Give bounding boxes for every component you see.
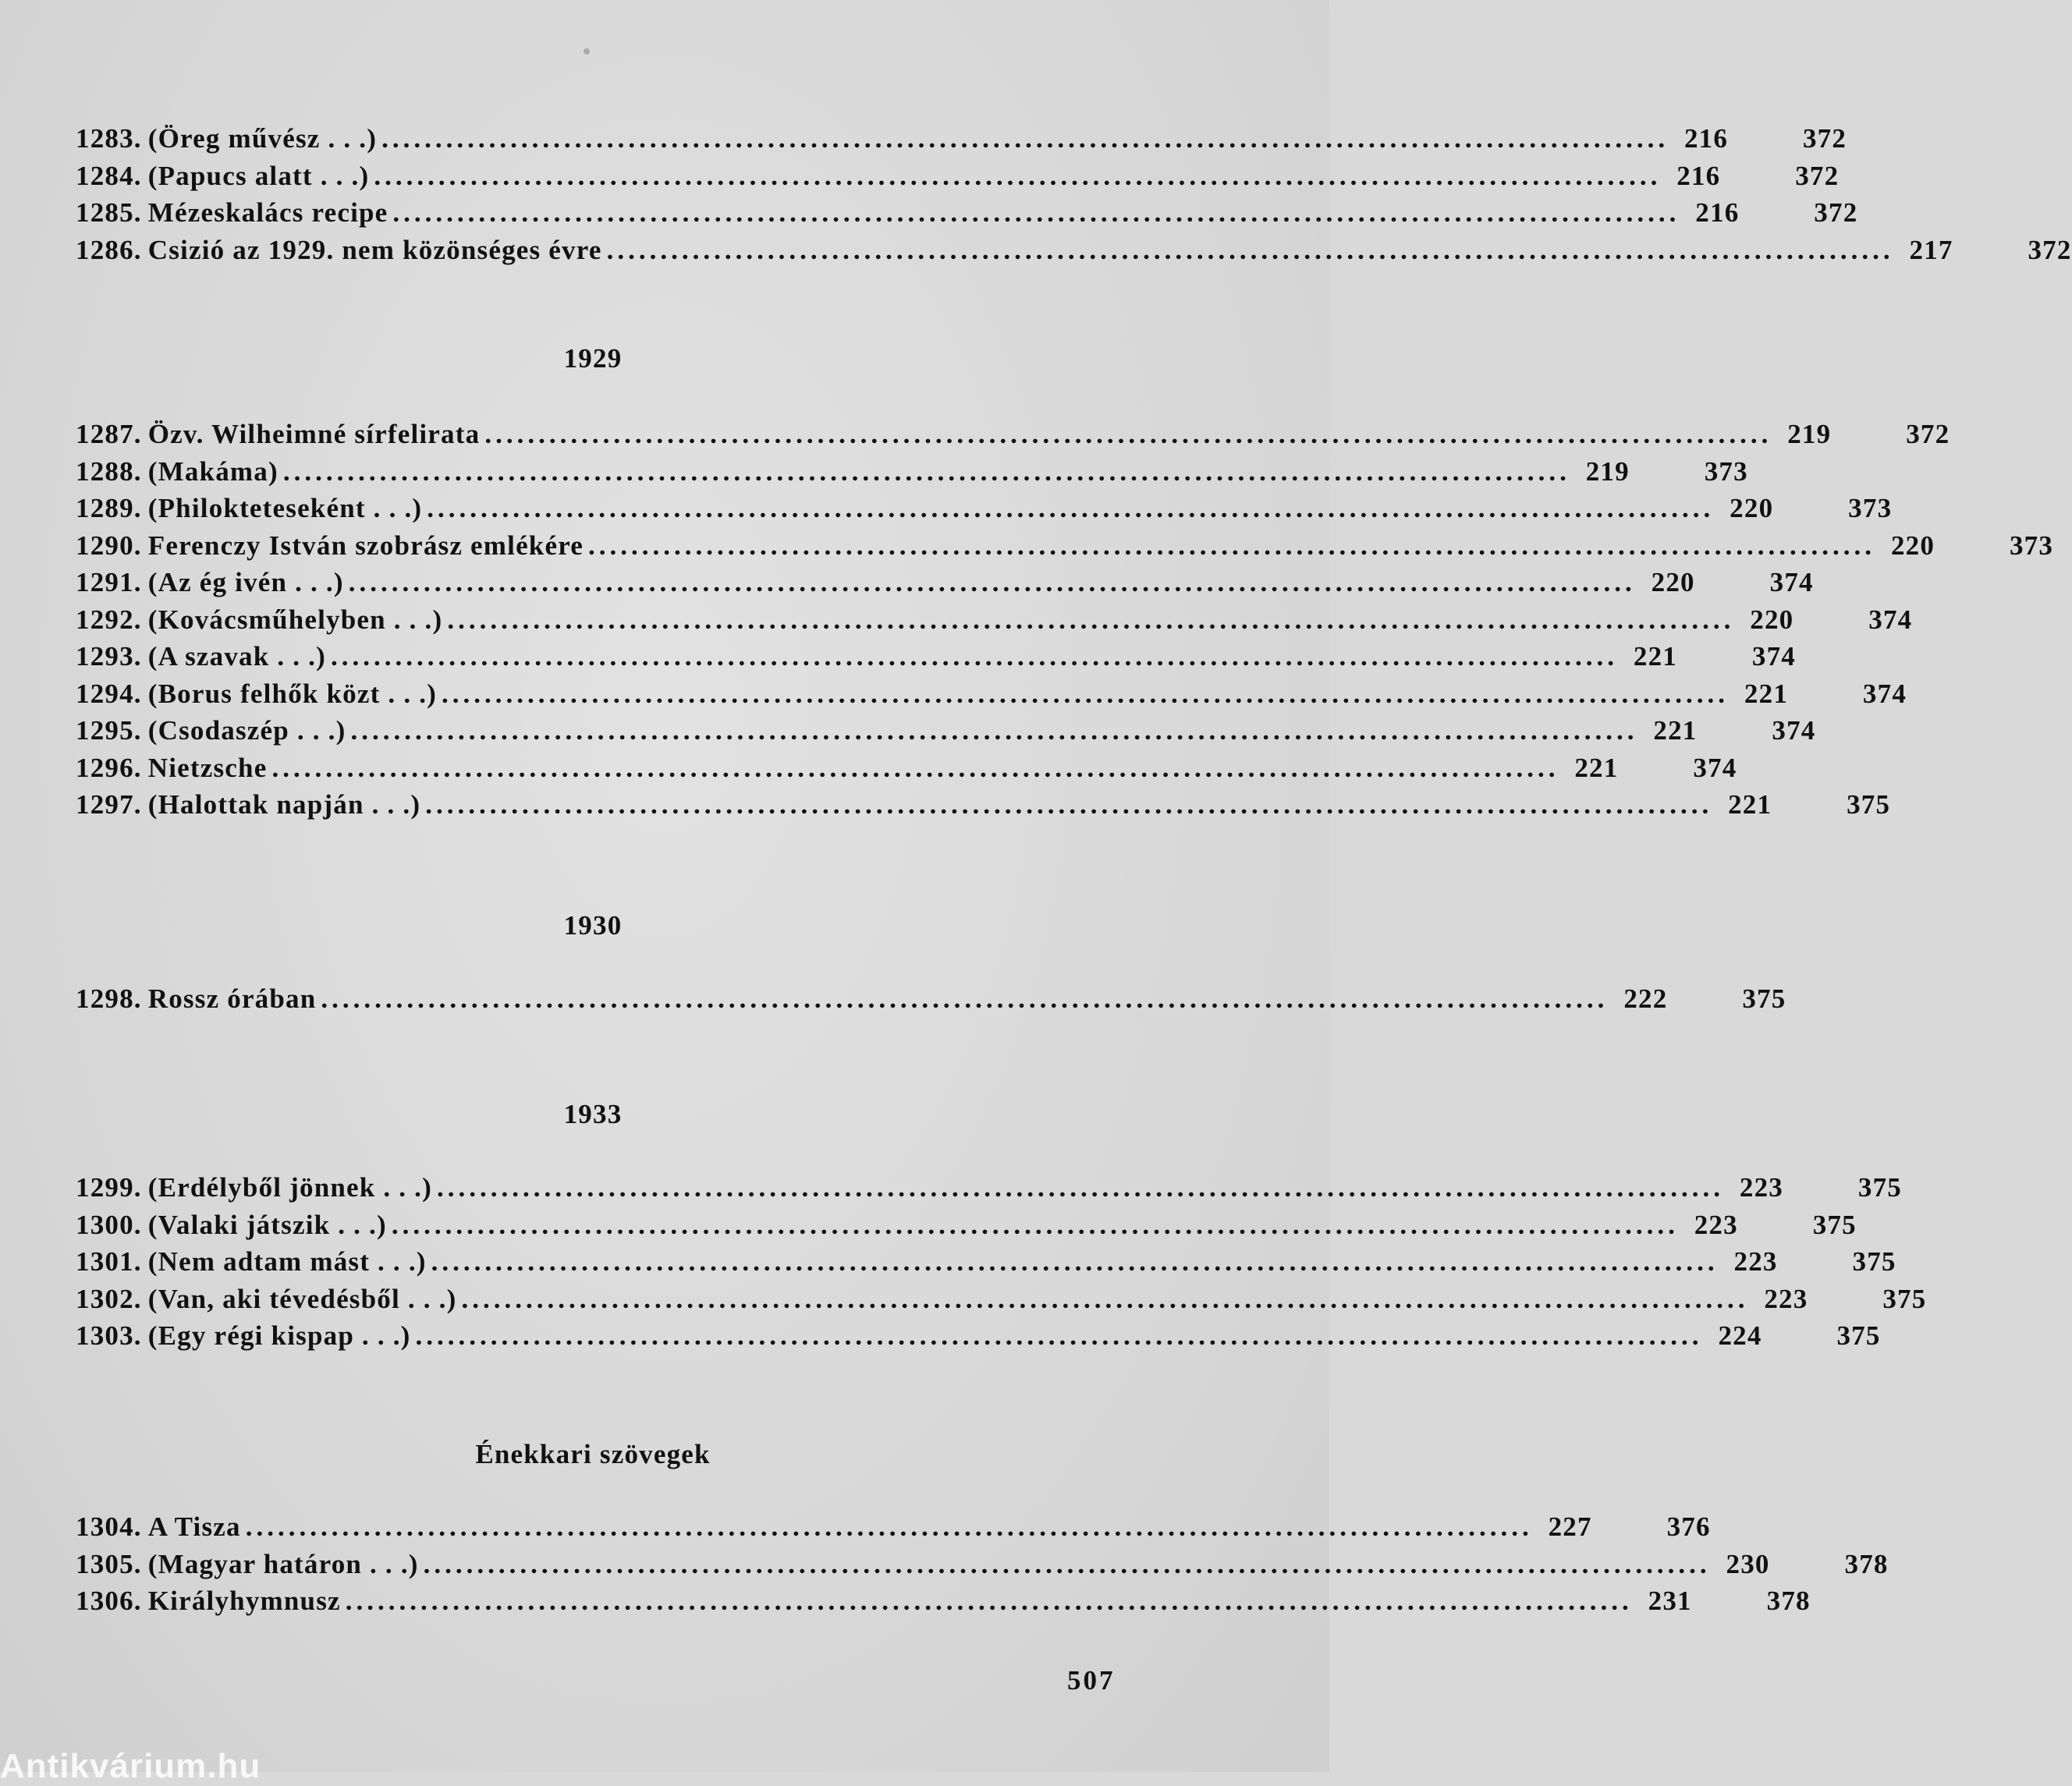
toc-entry <box>76 983 1786 1021</box>
dot-leader: ........................................................................................................................ <box>606 234 1894 265</box>
toc-entry <box>76 197 1858 235</box>
entry-title: (Philokteteseként . . .) <box>147 493 423 523</box>
paper-speck <box>584 48 590 55</box>
entry-title: Mézeskalács recipe <box>147 197 388 228</box>
page-ref-2: 375 <box>1847 789 1891 820</box>
entry-number: 1293. <box>76 641 142 672</box>
entry-number: 1301. <box>76 1246 142 1277</box>
page-ref-1: 227 <box>1548 1511 1592 1542</box>
entry-title: Rossz órában <box>147 983 317 1014</box>
page-ref-2: 375 <box>1852 1246 1896 1277</box>
page-ref-1: 221 <box>1653 715 1698 746</box>
page-ref-2: 378 <box>1766 1586 1811 1616</box>
entry-number: 1292. <box>76 604 142 635</box>
dot-leader: ........................................................................................................................ <box>271 752 1559 783</box>
toc-entry <box>76 1320 1881 1358</box>
page-ref-2: 375 <box>1857 1172 1902 1203</box>
section-heading: 1929 <box>563 343 623 374</box>
entry-number: 1306. <box>76 1586 142 1616</box>
toc-entry <box>76 1548 1889 1586</box>
toc-entry <box>76 234 2072 272</box>
toc-entry <box>76 160 1840 198</box>
toc-entry <box>76 1283 1927 1321</box>
entry-number: 1299. <box>76 1172 142 1203</box>
toc-entry <box>76 789 1891 827</box>
toc-entry <box>76 1586 1811 1623</box>
page-ref-1: 220 <box>1890 530 1935 561</box>
page-ref-2: 373 <box>1848 493 1893 523</box>
entry-title: (Nem adtam mást . . .) <box>147 1246 427 1277</box>
page-ref-2: 375 <box>1742 983 1786 1014</box>
page-ref-2: 372 <box>1795 160 1840 191</box>
page-ref-1: 223 <box>1733 1246 1778 1277</box>
entry-number: 1305. <box>76 1548 142 1579</box>
entry-title: Nietzsche <box>147 752 268 783</box>
entry-number: 1285. <box>76 197 142 228</box>
section-heading: 1933 <box>563 1099 623 1129</box>
dot-leader: ........................................................................................................................ <box>447 604 1735 635</box>
page-ref-1: 223 <box>1694 1209 1738 1240</box>
entry-title: Királyhymnusz <box>147 1586 341 1616</box>
dot-leader: ........................................................................................................................ <box>321 983 1609 1014</box>
page-ref-1: 216 <box>1684 123 1729 154</box>
toc-entry <box>76 752 1737 790</box>
page-ref-1: 217 <box>1909 234 1953 265</box>
page-ref-2: 372 <box>2028 234 2072 265</box>
dot-leader: ........................................................................................................................ <box>391 1209 1679 1240</box>
page-ref-1: 220 <box>1730 493 1774 523</box>
entry-title: (Borus felhők közt . . .) <box>147 678 438 709</box>
dot-leader: ........................................................................................................................ <box>392 197 1680 228</box>
toc-entry <box>76 604 1913 642</box>
entry-title: (Makáma) <box>147 455 279 487</box>
toc-entry <box>76 641 1796 679</box>
toc-entry <box>76 567 1814 604</box>
entry-number: 1300. <box>76 1209 142 1240</box>
dot-leader: ........................................................................................................................ <box>431 1246 1719 1277</box>
page-ref-1: 221 <box>1728 789 1772 820</box>
toc-entry <box>76 1511 1711 1549</box>
dot-leader: ........................................................................................................................ <box>423 1548 1711 1579</box>
page-ref-1: 216 <box>1695 197 1740 228</box>
entry-title: (A szavak . . .) <box>147 641 326 672</box>
toc-entry <box>76 419 1950 456</box>
page-ref-2: 374 <box>1862 678 1907 709</box>
entry-title: Csizió az 1929. nem közönséges évre <box>147 234 602 265</box>
watermark: Antikvárium.hu <box>0 1747 261 1785</box>
page-ref-1: 220 <box>1750 604 1794 635</box>
section-heading: Énekkari szövegek <box>475 1439 711 1469</box>
entry-title: A Tisza <box>147 1511 241 1542</box>
page-ref-2: 372 <box>1906 419 1950 449</box>
entry-number: 1297. <box>76 789 142 820</box>
entry-number: 1296. <box>76 752 142 783</box>
page-ref-1: 221 <box>1744 678 1789 709</box>
page-ref-1: 221 <box>1633 641 1677 672</box>
page-ref-2: 372 <box>1814 197 1858 228</box>
dot-leader: ........................................................................................................................ <box>345 1586 1633 1616</box>
dot-leader: ........................................................................................................................ <box>245 1511 1533 1542</box>
page-ref-2: 374 <box>1751 641 1796 672</box>
dot-leader: ........................................................................................................................ <box>350 715 1638 746</box>
page-ref-1: 221 <box>1574 752 1619 783</box>
section-heading: 1930 <box>563 910 623 941</box>
entry-title: Özv. Wilheimné sírfelirata <box>147 419 481 449</box>
dot-leader: ........................................................................................................................ <box>330 641 1618 672</box>
page-ref-1: 223 <box>1764 1283 1808 1314</box>
page-ref-1: 220 <box>1651 567 1695 597</box>
page-ref-2: 375 <box>1882 1283 1927 1314</box>
entry-title: (Valaki játszik . . .) <box>147 1209 387 1240</box>
entry-title: (Az ég ivén . . .) <box>147 567 344 597</box>
page-ref-2: 373 <box>1704 455 1748 487</box>
entry-number: 1302. <box>76 1283 142 1314</box>
entry-number: 1284. <box>76 160 142 191</box>
entry-number: 1289. <box>76 493 142 523</box>
entry-title: (Egy régi kispap . . .) <box>147 1320 411 1351</box>
page-number: 507 <box>1067 1665 1116 1696</box>
page-ref-1: 223 <box>1739 1172 1783 1203</box>
entry-number: 1303. <box>76 1320 142 1351</box>
entry-number: 1283. <box>76 123 142 154</box>
page-ref-1: 219 <box>1787 419 1832 449</box>
page-ref-2: 376 <box>1666 1511 1711 1542</box>
page-ref-1: 230 <box>1726 1548 1770 1579</box>
entry-number: 1304. <box>76 1511 142 1542</box>
entry-title: (Magyar határon . . .) <box>147 1548 419 1579</box>
toc-entry <box>76 455 1748 494</box>
entry-title: (Halottak napján . . .) <box>147 789 421 820</box>
dot-leader: ........................................................................................................................ <box>282 455 1570 487</box>
page-ref-2: 374 <box>1772 715 1816 746</box>
page-ref-2: 374 <box>1868 604 1913 635</box>
entry-title: (Öreg művész . . .) <box>147 123 378 154</box>
entry-number: 1290. <box>76 530 142 561</box>
page-ref-2: 373 <box>2009 530 2054 561</box>
entry-number: 1286. <box>76 234 142 265</box>
toc-entry <box>76 530 2054 568</box>
dot-leader: ........................................................................................................................ <box>381 123 1669 154</box>
dot-leader: ........................................................................................................................ <box>437 1172 1724 1203</box>
page-ref-2: 378 <box>1844 1548 1889 1579</box>
dot-leader: ........................................................................................................................ <box>374 160 1662 191</box>
toc-entry <box>76 678 1907 716</box>
entry-number: 1288. <box>76 455 142 487</box>
entry-title: Ferenczy István szobrász emlékére <box>147 530 584 561</box>
toc-entry <box>76 1246 1896 1284</box>
dot-leader: ........................................................................................................................ <box>427 493 1715 523</box>
entry-title: (Papucs alatt . . .) <box>147 160 370 191</box>
dot-leader: ........................................................................................................................ <box>461 1283 1749 1314</box>
toc-entry <box>76 493 1893 530</box>
dot-leader: ........................................................................................................................ <box>588 530 1876 561</box>
page-ref-1: 216 <box>1676 160 1721 191</box>
entry-title: (Csodaszép . . .) <box>147 715 346 746</box>
dot-leader: ........................................................................................................................ <box>415 1320 1703 1351</box>
dot-leader: ........................................................................................................................ <box>348 567 1636 597</box>
entry-number: 1295. <box>76 715 142 746</box>
dot-leader: ........................................................................................................................ <box>442 678 1730 709</box>
dot-leader: ........................................................................................................................ <box>484 419 1772 449</box>
page-ref-2: 372 <box>1802 123 1847 154</box>
page-ref-1: 231 <box>1648 1586 1692 1616</box>
page-ref-2: 375 <box>1836 1320 1881 1351</box>
entry-number: 1287. <box>76 419 142 449</box>
page-ref-2: 374 <box>1693 752 1737 783</box>
entry-number: 1294. <box>76 678 142 709</box>
entry-title: (Van, aki tévedésből . . .) <box>147 1283 457 1314</box>
page-ref-1: 222 <box>1623 983 1668 1014</box>
page-ref-1: 219 <box>1585 455 1630 487</box>
page-ref-2: 375 <box>1812 1209 1857 1240</box>
toc-entry <box>76 1209 1857 1247</box>
dot-leader: ........................................................................................................................ <box>425 789 1713 820</box>
toc-entry <box>76 1172 1902 1210</box>
entry-number: 1291. <box>76 567 142 597</box>
page-ref-2: 374 <box>1769 567 1814 597</box>
entry-number: 1298. <box>76 983 142 1014</box>
toc-entry <box>76 715 1816 753</box>
toc-entry <box>76 123 1847 161</box>
page-ref-1: 224 <box>1718 1320 1762 1351</box>
entry-title: (Kovácsműhelyben . . .) <box>147 604 443 635</box>
entry-title: (Erdélyből jönnek . . .) <box>147 1172 432 1203</box>
